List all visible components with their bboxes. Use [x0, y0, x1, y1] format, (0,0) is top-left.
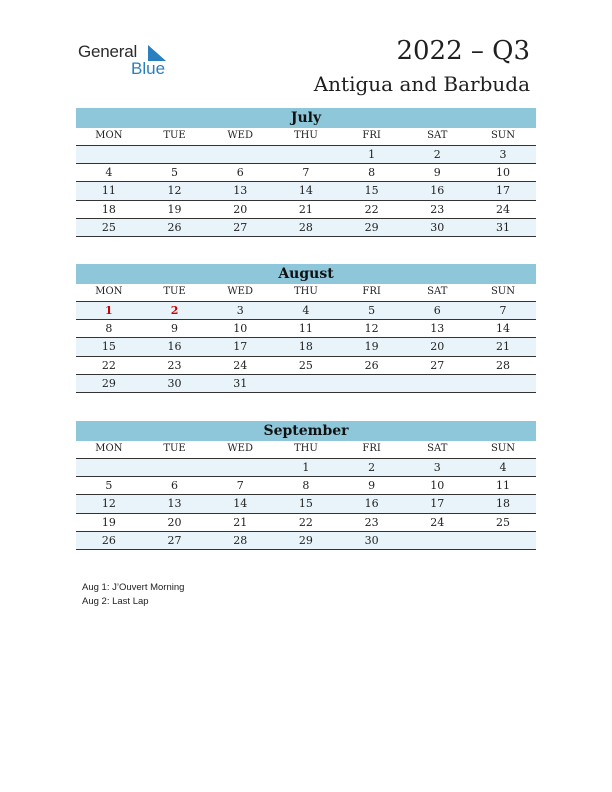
day-cell: 30 [430, 221, 445, 235]
day-cell: 18 [495, 497, 510, 511]
day-cell: 25 [495, 515, 510, 529]
day-cell: 13 [233, 184, 248, 198]
day-cell: 23 [364, 515, 379, 529]
weekday-label: MON [95, 130, 123, 141]
logo-general-text: General [78, 42, 138, 61]
weekday-label: MON [95, 286, 123, 297]
empty-day-cell [76, 459, 142, 476]
day-cell: 31 [233, 377, 248, 391]
empty-day-cell [470, 532, 536, 549]
weekday-label: FRI [362, 286, 381, 297]
day-cell: 16 [430, 184, 445, 198]
day-cell: 11 [298, 321, 313, 335]
day-cell: 13 [167, 497, 182, 511]
day-cell: 28 [495, 358, 510, 372]
empty-day-cell [76, 146, 142, 163]
day-cell: 15 [101, 340, 116, 354]
day-cell: 1 [368, 147, 376, 161]
weekday-header-row [76, 284, 536, 302]
day-cell: 19 [364, 340, 379, 354]
logo-blue-text: Blue [131, 59, 166, 78]
week-row [76, 495, 536, 513]
month-september [76, 421, 536, 550]
day-cell: 13 [430, 321, 445, 335]
empty-day-cell [142, 459, 208, 476]
day-cell: 20 [233, 202, 248, 216]
day-cell: 12 [167, 184, 182, 198]
day-cell: 11 [101, 184, 116, 198]
day-cell: 27 [233, 221, 248, 235]
day-cell: 5 [105, 478, 113, 492]
day-cell: 7 [236, 478, 244, 492]
day-cell: 30 [167, 377, 182, 391]
day-cell: 21 [495, 340, 510, 354]
day-cell: 6 [171, 478, 179, 492]
weekday-header-row [76, 128, 536, 146]
day-cell: 14 [495, 321, 510, 335]
week-row [76, 477, 536, 495]
day-cell: 3 [499, 147, 507, 161]
day-cell: 17 [495, 184, 510, 198]
day-cell: 26 [101, 534, 116, 548]
weekday-label: SUN [490, 443, 515, 454]
weekday-label: FRI [362, 130, 381, 141]
weekday-label: WED [227, 130, 254, 141]
empty-day-cell [207, 459, 273, 476]
weekday-label: SUN [490, 286, 515, 297]
week-row [76, 320, 536, 338]
weekday-label: THU [293, 443, 318, 454]
month-grid [76, 459, 536, 551]
day-cell: 10 [430, 478, 445, 492]
week-row [76, 219, 536, 237]
week-row [76, 375, 536, 393]
day-cell: 8 [105, 321, 113, 335]
weekday-label: SAT [427, 443, 448, 454]
weekday-label: SUN [490, 130, 515, 141]
day-cell: 9 [433, 165, 441, 179]
day-cell: 7 [302, 165, 310, 179]
month-august [76, 264, 536, 393]
day-cell: 20 [167, 515, 182, 529]
day-cell: 12 [101, 497, 116, 511]
day-cell: 4 [105, 165, 113, 179]
month-name: July [76, 108, 536, 128]
month-grid [76, 146, 536, 238]
weekday-header-row [76, 441, 536, 459]
month-name: September [76, 421, 536, 441]
day-cell: 19 [101, 515, 116, 529]
day-cell: 7 [499, 303, 507, 317]
day-cell: 28 [298, 221, 313, 235]
day-cell: 18 [101, 202, 116, 216]
day-cell: 11 [495, 478, 510, 492]
week-row [76, 459, 536, 477]
holiday-notes [82, 582, 184, 610]
day-cell: 26 [167, 221, 182, 235]
day-cell: 8 [302, 478, 310, 492]
weekday-label: TUE [163, 286, 186, 297]
empty-day-cell [339, 375, 405, 392]
holiday-note: Aug 2: Last Lap [82, 596, 149, 607]
day-cell: 24 [233, 358, 248, 372]
day-cell: 20 [430, 340, 445, 354]
day-cell: 28 [233, 534, 248, 548]
day-cell: 4 [499, 460, 507, 474]
day-cell: 1 [105, 303, 113, 317]
day-cell: 29 [298, 534, 313, 548]
day-cell: 12 [364, 321, 379, 335]
empty-day-cell [142, 146, 208, 163]
empty-day-cell [273, 375, 339, 392]
day-cell: 2 [368, 460, 376, 474]
day-cell: 6 [433, 303, 441, 317]
empty-day-cell [207, 146, 273, 163]
day-cell: 24 [430, 515, 445, 529]
weekday-label: MON [95, 443, 123, 454]
month-name: August [76, 264, 536, 284]
day-cell: 18 [298, 340, 313, 354]
holiday-note: Aug 1: J’Ouvert Morning [82, 582, 185, 593]
day-cell: 23 [167, 358, 182, 372]
weekday-label: SAT [427, 130, 448, 141]
day-cell: 17 [430, 497, 445, 511]
week-row [76, 182, 536, 200]
week-row [76, 338, 536, 356]
day-cell: 22 [364, 202, 379, 216]
day-cell: 26 [364, 358, 379, 372]
weekday-label: FRI [362, 443, 381, 454]
weekday-label: SAT [427, 286, 448, 297]
day-cell: 2 [170, 303, 179, 317]
week-row [76, 164, 536, 182]
day-cell: 5 [171, 165, 179, 179]
day-cell: 31 [495, 221, 510, 235]
day-cell: 27 [430, 358, 445, 372]
day-cell: 24 [495, 202, 510, 216]
day-cell: 29 [364, 221, 379, 235]
day-cell: 21 [233, 515, 248, 529]
day-cell: 16 [364, 497, 379, 511]
week-row [76, 357, 536, 375]
day-cell: 14 [298, 184, 313, 198]
day-cell: 8 [368, 165, 376, 179]
day-cell: 21 [298, 202, 313, 216]
month-july [76, 108, 536, 237]
weekday-label: TUE [163, 443, 186, 454]
day-cell: 25 [101, 221, 116, 235]
day-cell: 6 [236, 165, 244, 179]
day-cell: 15 [364, 184, 379, 198]
weekday-label: WED [227, 443, 254, 454]
page-title: 2022 – Q3 [396, 36, 530, 66]
day-cell: 1 [302, 460, 310, 474]
day-cell: 22 [101, 358, 116, 372]
day-cell: 9 [368, 478, 376, 492]
day-cell: 25 [298, 358, 313, 372]
day-cell: 23 [430, 202, 445, 216]
day-cell: 27 [167, 534, 182, 548]
week-row [76, 302, 536, 320]
day-cell: 22 [298, 515, 313, 529]
day-cell: 10 [495, 165, 510, 179]
week-row [76, 514, 536, 532]
day-cell: 14 [233, 497, 248, 511]
empty-day-cell [404, 375, 470, 392]
logo [78, 42, 178, 82]
month-grid [76, 302, 536, 394]
day-cell: 3 [236, 303, 244, 317]
empty-day-cell [273, 146, 339, 163]
weekday-label: TUE [163, 130, 186, 141]
empty-day-cell [470, 375, 536, 392]
day-cell: 15 [298, 497, 313, 511]
weekday-label: THU [293, 286, 318, 297]
week-row [76, 146, 536, 164]
day-cell: 30 [364, 534, 379, 548]
day-cell: 4 [302, 303, 310, 317]
day-cell: 5 [368, 303, 376, 317]
weekday-label: THU [293, 130, 318, 141]
day-cell: 3 [433, 460, 441, 474]
day-cell: 29 [101, 377, 116, 391]
week-row [76, 532, 536, 550]
empty-day-cell [404, 532, 470, 549]
week-row [76, 201, 536, 219]
day-cell: 10 [233, 321, 248, 335]
day-cell: 9 [171, 321, 179, 335]
weekday-label: WED [227, 286, 254, 297]
day-cell: 2 [433, 147, 441, 161]
day-cell: 17 [233, 340, 248, 354]
day-cell: 19 [167, 202, 182, 216]
day-cell: 16 [167, 340, 182, 354]
country-name: Antigua and Barbuda [313, 72, 530, 96]
